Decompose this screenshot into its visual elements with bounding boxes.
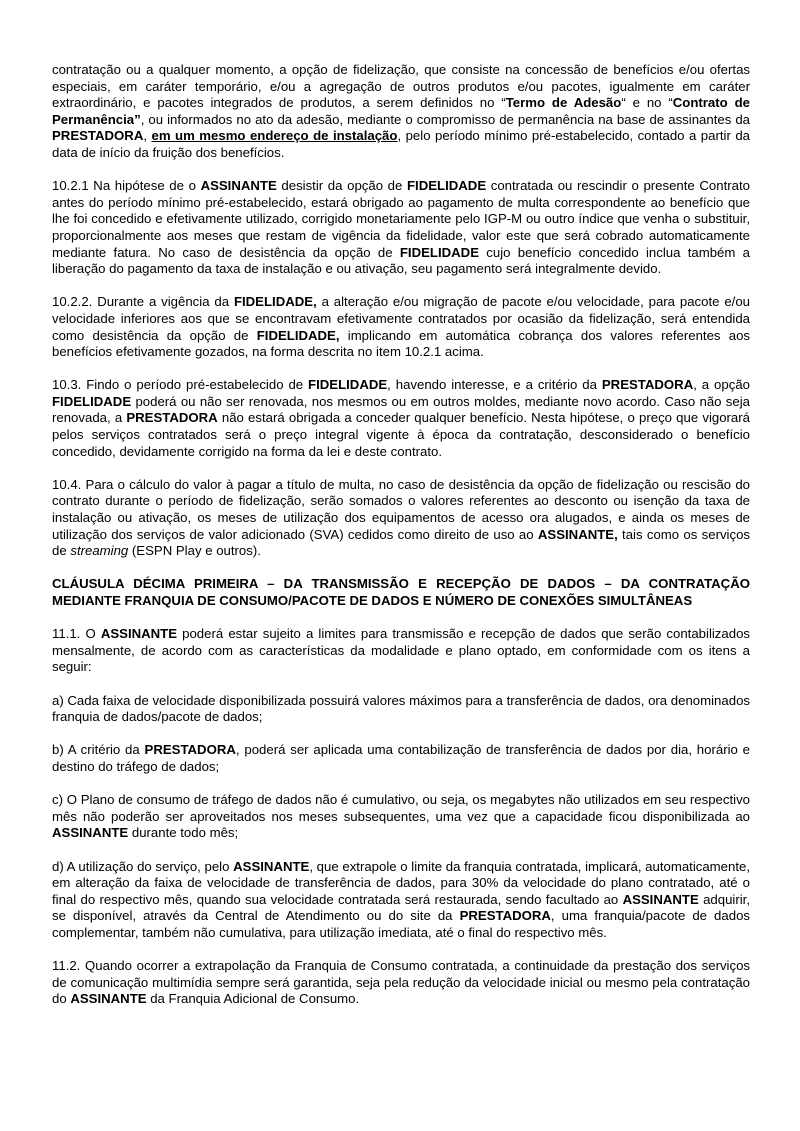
body-text: durante todo mês; bbox=[128, 825, 239, 841]
bold-text: PRESTADORA bbox=[459, 908, 551, 924]
body-text: , poderá ser aplicada uma contabilização de transferência de dados por dia, horário e destino do tráfego de dados; bbox=[52, 742, 750, 774]
section-heading bbox=[52, 576, 750, 609]
italic-text: streaming bbox=[70, 543, 129, 559]
bold-text: Contrato de Permanência” bbox=[52, 95, 750, 127]
body-text: 10.2.1 Na hipótese de o bbox=[52, 178, 201, 194]
body-text: poderá ou não ser renovada, nos mesmos ou em outros moldes, mediante novo acordo. Caso não seja renovada, a bbox=[52, 393, 750, 426]
body-text: CLÁUSULA DÉCIMA PRIMEIRA – DA TRANSMISSÃO E RECEPÇÃO DE DADOS – DA CONTRATAÇÃO MEDIANTE FRANQUIA DE CONSUMO/PACOTE DE DADOS E NÚMERO DE CONEXÕES SIMULTÂNEAS bbox=[52, 576, 750, 608]
body-text: tais como os serviços de bbox=[52, 526, 751, 559]
body-text: , pelo período mínimo pré-estabelecido, contado a partir da data de início da fruição dos benefícios. bbox=[52, 128, 750, 160]
bold-text: PRESTADORA bbox=[126, 410, 218, 426]
body-text: , uma franquia/pacote de dados complementar, também não cumulativa, para utilização imediata, até o final do respectivo mês. bbox=[52, 908, 750, 940]
bold-text: ASSINANTE bbox=[100, 626, 178, 642]
bold-text: ASSINANTE bbox=[622, 891, 699, 907]
paragraph-11-1-c bbox=[52, 792, 750, 842]
bold-text: FIDELIDADE bbox=[399, 244, 479, 260]
body-text: a) Cada faixa de velocidade disponibilizada possuirá valores máximos para a transferência de dados, ora denominados franquia de dados/pacote de dados; bbox=[52, 692, 750, 725]
body-text: 11.2. Quando ocorrer a extrapolação da Franquia de Consumo contratada, a continuidade da prestação dos serviços de comunicação multimídia sempre será garantida, seja pela redução da velocidade inicial ou mesmo pela contratação do bbox=[52, 958, 750, 1007]
bold-text: ASSINANTE bbox=[70, 991, 147, 1007]
body-text: , havendo interesse, e a critério da bbox=[387, 377, 602, 393]
body-text: contratação ou a qualquer momento, a opção de fidelização, que consiste na concessão de benefícios e/ou ofertas especiais, em caráter temporário, e/ou a agregação de outros produtos e/ou pacotes, igualmente em caráter extraordinário, e pacotes integrados de produtos, a serem definidos no “ bbox=[52, 62, 750, 111]
paragraph-11-1-d bbox=[52, 859, 750, 942]
bold-text: FIDELIDADE bbox=[406, 178, 487, 194]
paragraph-11-1-a bbox=[52, 693, 750, 726]
body-text: , a opção bbox=[693, 377, 750, 393]
body-text: d) A utilização do serviço, pelo bbox=[52, 858, 234, 874]
body-text: implicando em automática cobrança dos valores referentes aos benefícios efetivamente gozados, na forma descrita no item 10.2.1 acima. bbox=[52, 327, 751, 360]
body-text: “ e no “ bbox=[621, 95, 673, 111]
paragraph-10-2-2 bbox=[52, 294, 750, 360]
body-text: contratada ou rescindir o presente Contrato antes do período mínimo pré-estabelecido, estará obrigado ao pagamento de multa correspondente ao benefício que lhe foi concedido e efetivamente utilizado, corrigido monetariamente pelo IGP-M ou outro índice que venha o substituir, proporcionalmente aos meses que restam de vigência da fidelidade, valor este que será cobrado automaticamente mediante fatura. No caso de desistência da opção de bbox=[52, 178, 750, 260]
paragraph-10-2-1 bbox=[52, 178, 750, 278]
body-text: 11.1. O bbox=[52, 626, 101, 642]
body-text: c) O Plano de consumo de tráfego de dados não é cumulativo, ou seja, os megabytes não utilizados em seu respectivo mês não poderão ser aproveitados nos meses subsequentes, uma vez que a capacidade ficou disponibilizada ao bbox=[52, 792, 750, 824]
bold-text: ASSINANTE bbox=[233, 858, 310, 874]
bold-text: FIDELIDADE bbox=[308, 377, 388, 393]
body-text: da Franquia Adicional de Consumo. bbox=[146, 991, 360, 1007]
body-text: 10.3. Findo o período pré-estabelecido de bbox=[52, 377, 309, 393]
body-text: 10.4. Para o cálculo do valor à pagar a título de multa, no caso de desistência da opção de fidelização ou rescisão do contrato durante o período de fidelização, serão somados o valores referentes ao desconto ou isenção da taxa de instalação ou ativação, os meses de utilização dos equipamentos de acesso ora alugados, e ainda os meses de utilização dos serviços de valor adicionado (SVA) cedidos como direito de uso ao bbox=[52, 476, 750, 542]
body-text: poderá estar sujeito a limites para transmissão e recepção de dados que serão contabilizados mensalmente, de acordo com as características da modalidade e plano optado, em conformidade com os itens a seguir: bbox=[52, 626, 750, 675]
bold-text: FIDELIDADE, bbox=[233, 294, 317, 310]
bold-text: PRESTADORA bbox=[144, 742, 236, 758]
body-text: a alteração e/ou migração de pacote e/ou velocidade, para pacote e/ou velocidade inferiores aos que se encontravam efetivamente contratados por ocasião da fidelização, será entendida como desistência da opção de bbox=[52, 294, 750, 343]
body-text: 10.2.2. Durante a vigência da bbox=[52, 294, 234, 310]
body-text: , bbox=[143, 128, 152, 144]
paragraph-11-2 bbox=[52, 958, 750, 1008]
paragraph-11-1 bbox=[52, 626, 750, 676]
bold-text: ASSINANTE bbox=[200, 178, 277, 194]
body-text: b) A critério da bbox=[52, 742, 145, 758]
body-text: cujo benefício concedido inclua também a liberação do pagamento da taxa de instalação e ou ativação, seu pagamento será integralmente devido. bbox=[52, 244, 750, 277]
document-page bbox=[52, 62, 750, 1024]
bold-text: FIDELIDADE, bbox=[256, 327, 340, 343]
body-text: , ou informados no ato da adesão, mediante o compromisso de permanência na base de assinantes da bbox=[140, 111, 750, 127]
paragraph-10-3 bbox=[52, 377, 750, 460]
bold-text: Termo de Adesão bbox=[505, 95, 622, 111]
bold-text: PRESTADORA bbox=[601, 377, 694, 393]
body-text: não estará obrigada a conceder qualquer benefício. Nesta hipótese, o preço que vigorará pelos serviços contratados será o preço integral vigente à época da contratação, desconsiderado o benefício concedido, devidamente corrigido na forma da lei e deste contrato. bbox=[52, 410, 750, 459]
body-text: , que extrapole o limite da franquia contratada, implicará, automaticamente, em alteração da faixa de velocidade de transferência de dados, para 30% da velocidade do plano contratado, até o final do respectivo mês, quando sua velocidade contratada será restaurada, sendo facultado ao bbox=[52, 858, 750, 907]
bold-text: em um mesmo endereço de instalação bbox=[151, 128, 398, 144]
body-text: adquirir, se disponível, através da Central de Atendimento ou do site da bbox=[52, 891, 750, 924]
body-text: desistir da opção de bbox=[276, 178, 407, 194]
bold-text: PRESTADORA bbox=[52, 128, 144, 144]
body-text: (ESPN Play e outros). bbox=[128, 543, 261, 559]
paragraph-10-4 bbox=[52, 477, 750, 560]
bold-text: ASSINANTE bbox=[52, 825, 129, 841]
bold-text: FIDELIDADE bbox=[52, 393, 132, 409]
paragraph-11-1-b bbox=[52, 742, 750, 775]
paragraph-intro bbox=[52, 62, 750, 162]
bold-text: ASSINANTE, bbox=[537, 526, 618, 542]
